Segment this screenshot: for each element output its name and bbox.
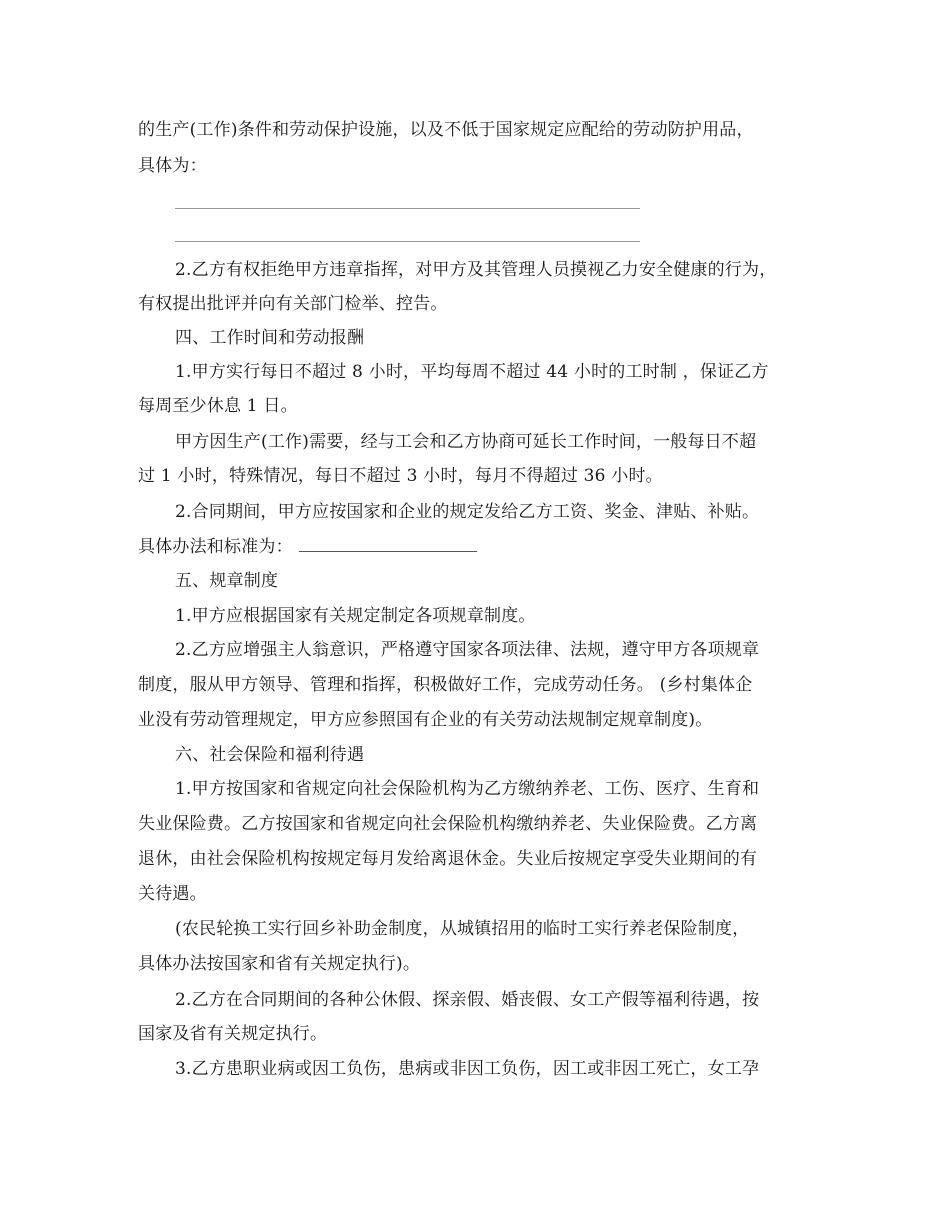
text-line: 2.乙方应增强主人翁意识，严格遵守国家各项法律、法规，遵守甲方各项规章 [175,640,760,660]
text-line: 1.甲方实行每日不超过 8 小时，平均每周不超过 44 小时的工时制 ，保证乙方 [175,362,769,382]
text-line: 1.甲方应根据国家有关规定制定各项规章制度。 [175,606,536,626]
text-segment: 具体办法和标准为： [138,537,293,557]
text-line: 3.乙方患职业病或因工负伤，患病或非因工负伤，因工或非因工死亡，女工孕 [175,1059,760,1079]
text-line: 过 1 小时，特殊情况，每日不超过 3 小时，每月不得超过 36 小时。 [138,466,663,486]
text-line: 关待遇。 [138,884,207,904]
text-line: 业没有劳动管理规定，甲方应参照国有企业的有关劳动法规制定规章制度)。 [138,710,713,730]
fill-in-rule [175,208,640,209]
text-line: 2.乙方在合同期间的各种公休假、探亲假、婚丧假、女工产假等福利待遇，按 [175,990,760,1010]
text-line: 甲方因生产(工作)需要，经与工会和乙方协商可延长工作时间，一般每日不超 [175,432,757,452]
text-line: 具体为： [138,156,207,176]
section-heading: 六、社会保险和福利待遇 [175,745,365,765]
text-line: 失业保险费。乙方按国家和省规定向社会保险机构缴纳养老、失业保险费。乙方离 [138,814,758,834]
fill-in-rule [175,241,640,242]
section-heading: 五、规章制度 [175,571,279,591]
text-line: 具体办法按国家和省有关规定执行)。 [138,954,421,974]
text-line: 退休，由社会保险机构按规定每月发给离退休金。失业后按规定享受失业期间的有 [138,849,758,869]
text-line: 2.乙方有权拒绝甲方违章指挥，对甲方及其管理人员摸视乙力安全健康的行为， [175,260,777,280]
text-line: 国家及省有关规定执行。 [138,1024,328,1044]
text-line: 的生产(工作)条件和劳动保护设施，以及不低于国家规定应配给的劳动防护用品， [138,120,754,140]
text-line: 每周至少休息 1 日。 [138,396,298,416]
text-line: 1.甲方按国家和省规定向社会保险机构为乙方缴纳养老、工伤、医疗、生育和 [175,779,760,799]
text-line: 有权提出批评并向有关部门检举、控告。 [138,294,448,314]
text-line: 制度，服从甲方领导、管理和指挥，积极做好工作，完成劳动任务。 (乡村集体企 [138,675,753,695]
fill-in-blank [299,537,477,552]
text-line: 2.合同期间，甲方应按国家和企业的规定发给乙方工资、奖金、津贴、补贴。 [175,502,760,522]
text-line: (农民轮换工实行回乡补助金制度，从城镇招用的临时工实行养老保险制度， [175,919,750,939]
section-heading: 四、工作时间和劳动报酬 [175,328,365,348]
text-line-with-blank [138,537,477,557]
